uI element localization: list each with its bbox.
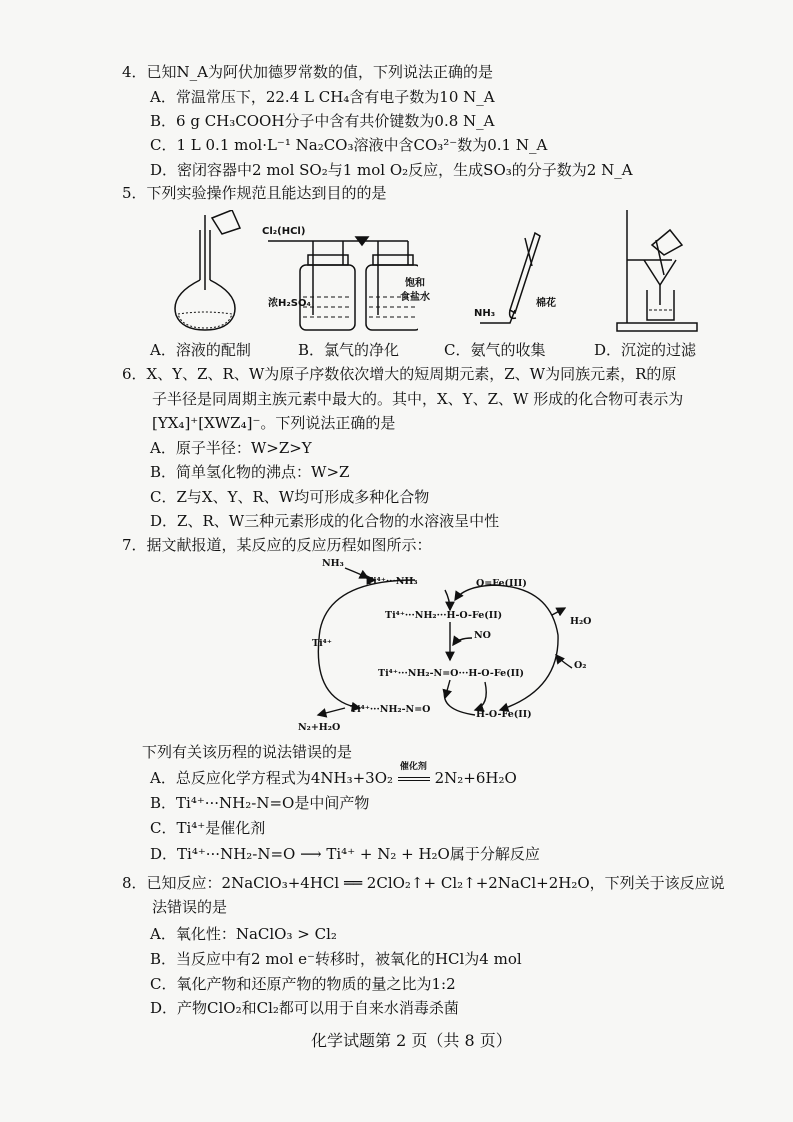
q7-option-a — [150, 762, 517, 788]
q8-option-c: C．氧化产物和还原产物的物质的量之比为1:2 — [150, 975, 456, 993]
q6-stem-line-3: [YX₄]⁺[XWZ₄]⁻。下列说法正确的是 — [152, 414, 396, 432]
filtration-figure — [612, 205, 712, 335]
cycle-o2-in: O₂ — [574, 660, 587, 671]
q8-option-d: D．产物ClO₂和Cl₂都可以用于自来水消毒杀菌 — [150, 999, 459, 1017]
cycle-ti4: Ti⁴⁺ — [312, 638, 332, 649]
q7-option-a-right: 2N₂+6H₂O — [434, 769, 517, 787]
cycle-ti-nh2-hofe: Ti⁴⁺···NH₂···H-O-Fe(II) — [385, 610, 503, 621]
q4-option-c: C．1 L 0.1 mol·L⁻¹ Na₂CO₃溶液中含CO₃²⁻数为0.1 N_A — [150, 136, 548, 154]
q7-option-b: B．Ti⁴⁺···NH₂-N=O是中间产物 — [150, 794, 370, 812]
q4-option-d: D．密闭容器中2 mol SO₂与1 mol O₂反应，生成SO₃的分子数为2 N_A — [150, 161, 633, 179]
page-footer: 化学试题第 2 页（共 8 页） — [311, 1031, 512, 1050]
q8-stem-line-1: 8．已知反应：2NaClO₃+4HCl ══ 2ClO₂↑+ Cl₂↑+2NaCl+2H₂O，下列关于该反应说 — [122, 874, 725, 892]
q4-option-a: A．常温常压下，22.4 L CH₄含有电子数为10 N_A — [150, 88, 495, 106]
q6-option-b: B．简单氢化物的沸点：W>Z — [150, 463, 350, 481]
q8-option-a: A．氧化性：NaClO₃ > Cl₂ — [150, 925, 337, 943]
q5-option-c: C．氨气的收集 — [444, 341, 546, 359]
q6-stem-line-1: 6．X、Y、Z、R、W为原子序数依次增大的短周期元素，Z、W为同族元素，R的原 — [122, 365, 677, 383]
conc-h2so4-label: 浓H₂SO₄ — [268, 298, 311, 309]
cycle-o-fe3: O=Fe(III) — [476, 578, 527, 589]
saturated-brine-label-1: 饱和 — [405, 278, 425, 289]
reaction-cycle-diagram — [290, 560, 620, 740]
q6-stem-line-2: 子半径是同周期主族元素中最大的。其中，X、Y、Z、W 形成的化合物可表示为 — [152, 390, 684, 408]
cycle-no: NO — [474, 630, 491, 641]
q5-option-b: B．氯气的净化 — [298, 341, 400, 359]
q6-option-d: D．Z、R、W三种元素形成的化合物的水溶液呈中性 — [150, 512, 500, 530]
volumetric-flask-figure — [170, 210, 250, 335]
q7-option-d: D．Ti⁴⁺···NH₂-N=O ⟶ Ti⁴⁺ + N₂ + H₂O属于分解反应 — [150, 845, 540, 863]
q8-option-b: B．当反应中有2 mol e⁻转移时，被氧化的HCl为4 mol — [150, 950, 522, 968]
q5-option-d: D．沉淀的过滤 — [594, 341, 697, 359]
catalyst-arrow — [398, 762, 430, 788]
q7-option-a-left: A．总反应化学方程式为4NH₃+3O₂ — [150, 769, 394, 787]
q7-lead: 下列有关该历程的说法错误的是 — [142, 743, 353, 761]
q6-option-a: A．原子半径：W>Z>Y — [150, 439, 312, 457]
q4-option-b: B．6 g CH₃COOH分子中含有共价键数为0.8 N_A — [150, 112, 495, 130]
q6-option-c: C．Z与X、Y、R、W均可形成多种化合物 — [150, 488, 430, 506]
cycle-nh3: NH₃ — [322, 558, 344, 569]
q7-stem: 7．据文献报道，某反应的反应历程如图所示： — [122, 536, 432, 554]
cotton-label: 棉花 — [536, 298, 556, 309]
cycle-ti-nh3: Ti⁴⁺···NH₃ — [366, 576, 418, 587]
cycle-n2-h2o: N₂+H₂O — [298, 722, 341, 733]
cycle-h2o-out: H₂O — [570, 616, 592, 627]
catalyst-label: 催化剂 — [399, 762, 427, 772]
cl2-hcl-label: Cl₂(HCl) — [262, 226, 306, 237]
q7-option-c: C．Ti⁴⁺是催化剂 — [150, 819, 266, 837]
gas-washing-bottles-figure — [258, 225, 418, 335]
q4-stem: 4．已知N_A为阿伏加德罗常数的值，下列说法正确的是 — [122, 63, 494, 81]
q8-stem-line-2: 法错误的是 — [152, 898, 228, 916]
cycle-ti-nh2no: Ti⁴⁺···NH₂-N=O — [350, 704, 431, 715]
cycle-ti-nh2no-hofe: Ti⁴⁺···NH₂-N=O···H-O-Fe(II) — [378, 668, 525, 679]
cycle-hofe2: H-O-Fe(II) — [476, 709, 532, 720]
q5-stem: 5．下列实验操作规范且能达到目的的是 — [122, 184, 387, 202]
q5-option-a: A．溶液的配制 — [150, 341, 251, 359]
nh3-label: NH₃ — [474, 308, 496, 319]
saturated-brine-label-2: 食盐水 — [400, 292, 430, 303]
